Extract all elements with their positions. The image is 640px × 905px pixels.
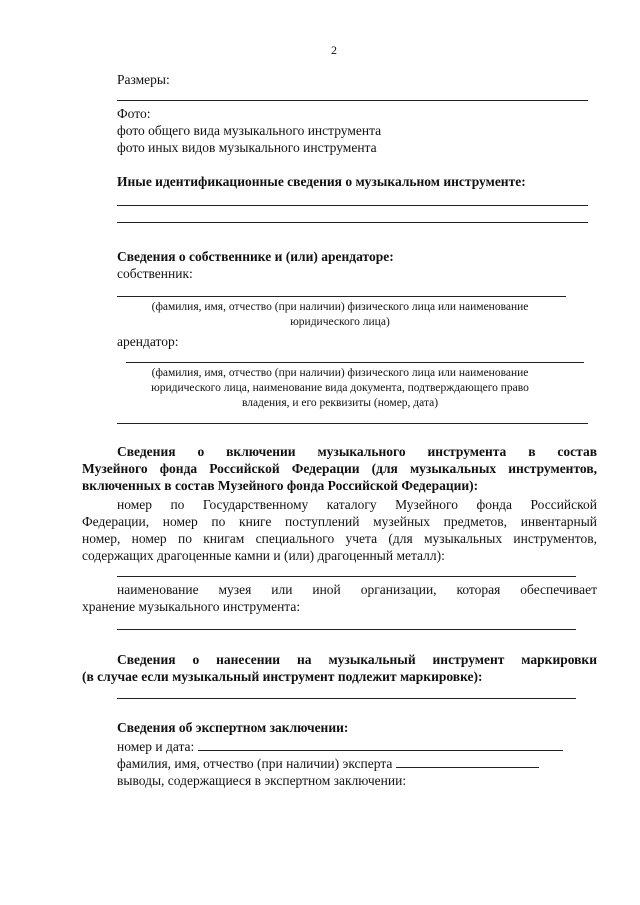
catalog-number-3: номер, номер по книгам специального учета (для музыкальных инструментов, bbox=[82, 531, 597, 546]
photo-other: фото иных видов музыкального инструмента bbox=[117, 140, 377, 155]
marking-line bbox=[117, 698, 576, 699]
owner-line bbox=[117, 296, 566, 297]
owner-hint-2: юридического лица) bbox=[290, 316, 390, 328]
expert-name-blank bbox=[396, 756, 539, 768]
expert-number-date-blank bbox=[198, 739, 563, 751]
dimensions-label: Размеры: bbox=[117, 72, 170, 87]
tenant-hint-2: юридического лица, наименование вида документа, подтверждающего право bbox=[151, 382, 529, 394]
dimensions-line bbox=[117, 100, 588, 101]
museum-fund-heading-1: Сведения о включении музыкального инструмента в состав bbox=[117, 444, 597, 459]
catalog-line bbox=[117, 576, 576, 577]
identification-line-2 bbox=[117, 222, 588, 223]
museum-fund-heading-2: Музейного фонда Российской Федерации (для музыкальных инструментов, bbox=[82, 461, 597, 476]
owner-heading: Сведения о собственнике и (или) арендаторе: bbox=[117, 249, 394, 264]
page-number: 2 bbox=[331, 43, 337, 57]
identification-heading: Иные идентификационные сведения о музыкальном инструменте: bbox=[117, 174, 526, 189]
identification-line-1 bbox=[117, 205, 588, 206]
tenant-label: арендатор: bbox=[117, 334, 179, 349]
photo-label: Фото: bbox=[117, 106, 151, 121]
expert-number-date-label: номер и дата: bbox=[117, 739, 195, 754]
owner-hint-1: (фамилия, имя, отчество (при наличии) физического лица или наименование bbox=[151, 301, 529, 313]
tenant-hint-3: владения, и его реквизиты (номер, дата) bbox=[241, 397, 439, 409]
tenant-line bbox=[126, 362, 584, 363]
catalog-number-4: содержащих драгоценные камни и (или) драгоценный металл): bbox=[82, 548, 445, 563]
photo-general: фото общего вида музыкального инструмента bbox=[117, 123, 382, 138]
catalog-number-2: Федерации, номер по книге поступлений музейных предметов, инвентарный bbox=[82, 514, 597, 529]
museum-line bbox=[117, 629, 576, 630]
tenant-line-2 bbox=[117, 423, 588, 424]
tenant-hint-1: (фамилия, имя, отчество (при наличии) физического лица или наименование bbox=[151, 367, 529, 379]
expert-number-date-row bbox=[117, 739, 563, 755]
museum-name-1: наименование музея или иной организации, которая обеспечивает bbox=[117, 582, 597, 597]
catalog-number-1: номер по Государственному каталогу Музейного фонда Российской bbox=[117, 497, 597, 512]
expert-name-label: фамилия, имя, отчество (при наличии) эксперта bbox=[117, 756, 393, 771]
owner-label: собственник: bbox=[117, 266, 193, 281]
marking-heading-1: Сведения о нанесении на музыкальный инструмент маркировки bbox=[117, 652, 597, 667]
museum-fund-heading-3: включенных в состав Музейного фонда Российской Федерации): bbox=[82, 478, 479, 493]
expert-name-row bbox=[117, 756, 539, 772]
expert-conclusions-label: выводы, содержащиеся в экспертном заключении: bbox=[117, 773, 407, 788]
marking-heading-2: (в случае если музыкальный инструмент подлежит маркировке): bbox=[82, 669, 483, 684]
museum-name-2: хранение музыкального инструмента: bbox=[82, 599, 301, 614]
expert-heading: Сведения об экспертном заключении: bbox=[117, 720, 349, 735]
